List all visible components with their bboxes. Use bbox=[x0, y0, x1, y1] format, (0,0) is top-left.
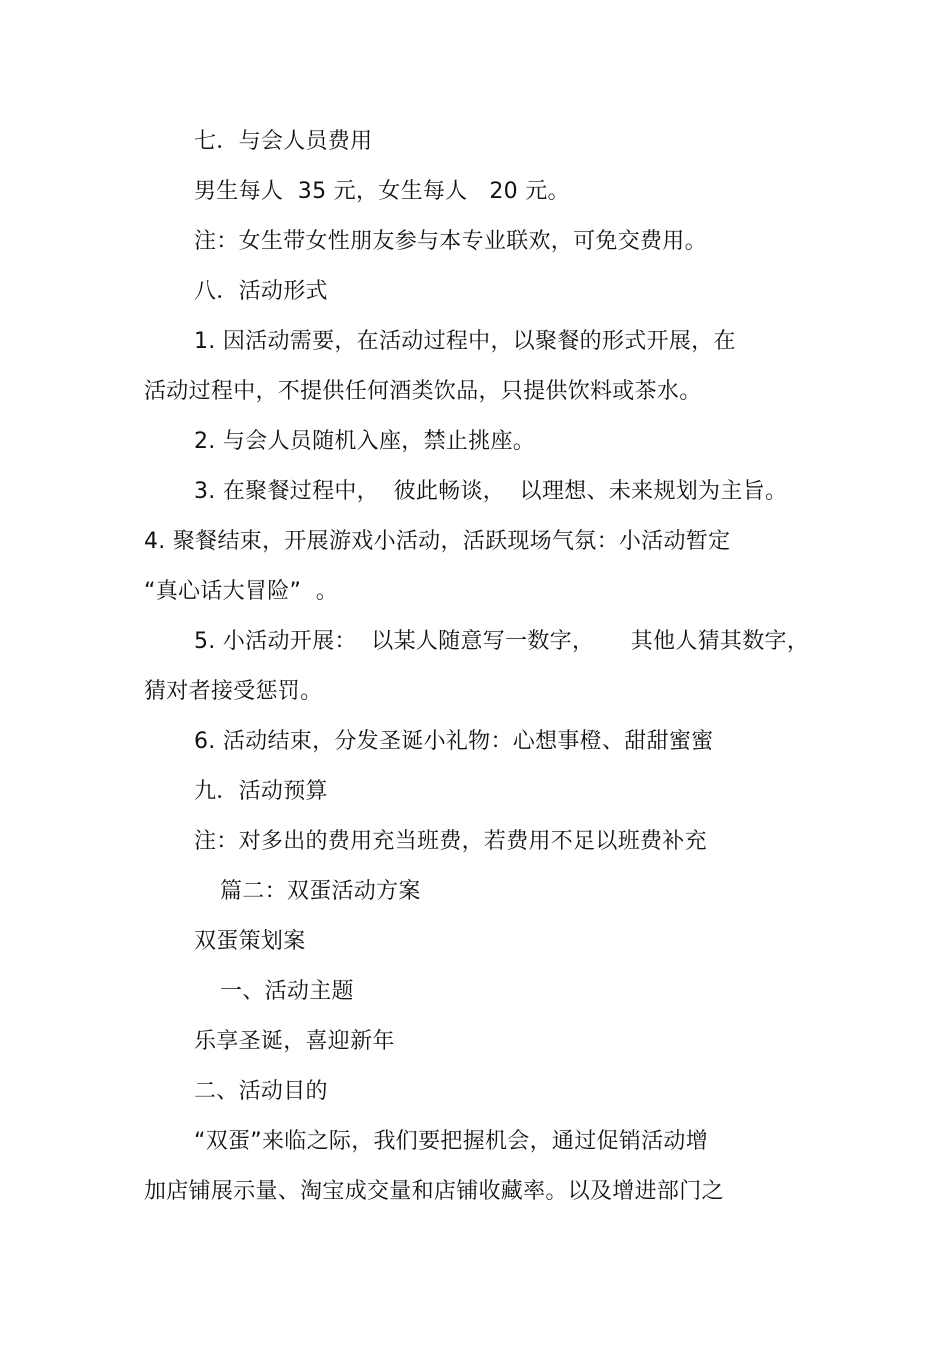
heading-purpose: 二、活动目的 bbox=[194, 1079, 328, 1104]
list-item-3: 3. 在聚餐过程中， 彼此畅谈， 以理想、未来规划为主旨。 bbox=[194, 479, 788, 504]
heading-theme: 一、活动主题 bbox=[220, 979, 354, 1004]
heading-section-7: 七．与会人员费用 bbox=[194, 129, 373, 154]
paragraph-theme: 乐享圣诞，喜迎新年 bbox=[194, 1029, 395, 1054]
heading-section-8: 八．活动形式 bbox=[194, 279, 328, 304]
list-item-4-line-1: 4. 聚餐结束，开展游戏小活动，活跃现场气氛：小活动暂定 bbox=[144, 529, 731, 554]
plan-title: 双蛋策划案 bbox=[194, 929, 306, 954]
list-item-6: 6. 活动结束，分发圣诞小礼物：心想事橙、甜甜蜜蜜 bbox=[194, 729, 714, 754]
paragraph-fee-note: 注：女生带女性朋友参与本专业联欢，可免交费用。 bbox=[194, 229, 707, 254]
heading-part-2: 篇二：双蛋活动方案 bbox=[220, 879, 421, 904]
list-item-5-line-1: 5. 小活动开展： 以某人随意写一数字， 其他人猜其数字， bbox=[194, 629, 810, 654]
list-item-1-line-1: 1. 因活动需要，在活动过程中，以聚餐的形式开展，在 bbox=[194, 329, 736, 354]
paragraph-budget-note: 注：对多出的费用充当班费，若费用不足以班费补充 bbox=[194, 829, 707, 854]
list-item-2: 2. 与会人员随机入座，禁止挑座。 bbox=[194, 429, 536, 454]
list-item-4-line-2: “真心话大冒险” 。 bbox=[144, 579, 339, 604]
heading-section-9: 九．活动预算 bbox=[194, 779, 328, 804]
list-item-1-line-2: 活动过程中，不提供任何酒类饮品，只提供饮料或茶水。 bbox=[144, 379, 702, 404]
paragraph-fee-amounts: 男生每人 35 元，女生每人 20 元。 bbox=[194, 179, 570, 204]
list-item-5-line-2: 猜对者接受惩罚。 bbox=[144, 679, 323, 704]
paragraph-purpose-line-2: 加店铺展示量、淘宝成交量和店铺收藏率。以及增进部门之 bbox=[144, 1179, 724, 1204]
paragraph-purpose-line-1: “双蛋”来临之际，我们要把握机会，通过促销活动增 bbox=[194, 1129, 708, 1154]
